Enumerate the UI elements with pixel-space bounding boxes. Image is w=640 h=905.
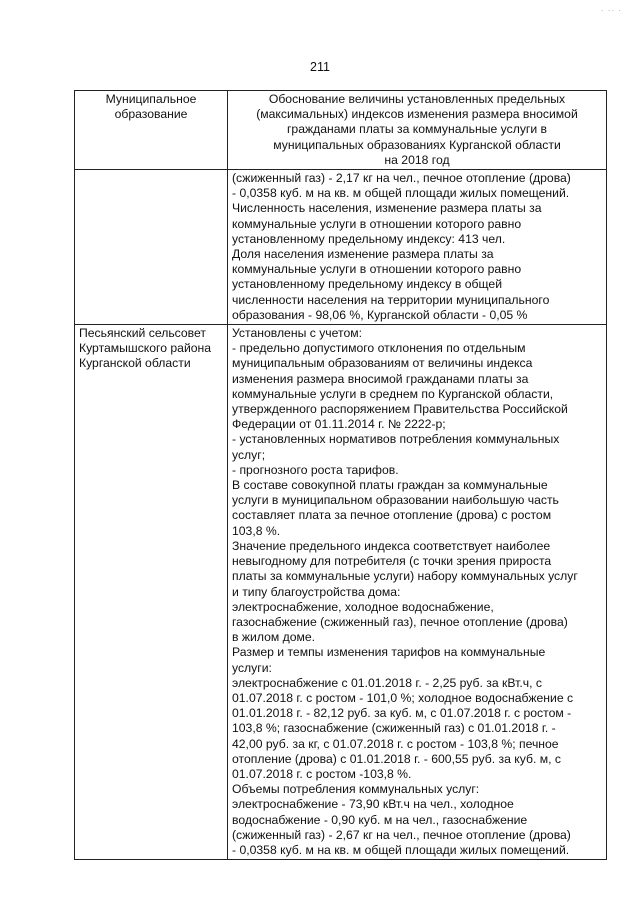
text-line: - установленных нормативов потребления коммунальных	[232, 432, 560, 447]
text-line: - 0,0358 куб. м на кв. м общей площади жилых помещений.	[232, 186, 570, 201]
page-number: 211	[310, 60, 330, 74]
municipality-cell	[75, 170, 228, 325]
text-line: Федерации от 01.11.2014 г. № 2222-р;	[232, 417, 446, 432]
text-line: Установлены с учетом:	[232, 326, 362, 341]
text-line: электроснабжение, холодное водоснабжение,	[232, 599, 494, 614]
text-line: (сжиженный газ) - 2,67 кг на чел., печное отопление (дрова)	[232, 827, 571, 842]
header-line: гражданами платы за коммунальные услуги в	[286, 122, 548, 137]
text-line: - 0,0358 куб. м на кв. м общей площади жилых помещений.	[232, 842, 570, 857]
table-header-row	[75, 91, 607, 170]
text-line: установленному предельному индексу в общей	[232, 277, 503, 292]
text-line: услуги:	[232, 660, 272, 675]
text-line: установленному предельному индексу: 413 чел.	[232, 231, 506, 246]
header-line: на 2018 год	[384, 152, 450, 167]
text-line: услуги в муниципальном образовании наибольшую часть	[232, 493, 559, 508]
text-line: электроснабжение - 73,90 кВт.ч на чел., холодное	[232, 797, 514, 812]
text-line: Численность населения, изменение размера платы за	[232, 201, 542, 216]
text-line: услуг;	[232, 447, 266, 462]
text-line: невыгодному для потребителя (с точки зрения прироста	[232, 554, 552, 569]
text-line: коммунальные услуги в отношении которого равно	[232, 262, 522, 277]
text-line: коммунальные услуги в среднем по Курганской области,	[232, 386, 554, 401]
table-row	[75, 325, 607, 860]
municipality-line: Курганской области	[79, 356, 191, 371]
justification-cell	[228, 325, 607, 860]
text-line: и типу благоустройства дома:	[232, 584, 401, 599]
text-line: коммунальные услуги в отношении которого равно	[232, 216, 522, 231]
header-justification	[228, 91, 607, 170]
header-line: Обоснование величины установленных предельных	[268, 92, 566, 106]
text-line: изменения размера вносимой гражданами платы за	[232, 371, 529, 386]
text-line: утвержденного распоряжением Правительства Российской	[232, 402, 568, 417]
text-line: Размер и темпы изменения тарифов на коммунальные	[232, 645, 546, 660]
text-line: - прогнозного роста тарифов.	[232, 462, 399, 477]
text-line: (сжиженный газ) - 2,17 кг на чел., печное отопление (дрова)	[232, 171, 571, 186]
header-line: Муниципальное	[105, 92, 197, 106]
text-line: 01.01.2018 г. - 82,12 руб. за куб. м, с 01.07.2018 г. с ростом -	[232, 706, 572, 721]
text-line: Объемы потребления коммунальных услуг:	[232, 782, 480, 797]
text-line: составляет плата за печное отопление (дрова) с ростом	[232, 508, 552, 523]
text-line: в жилом доме.	[232, 630, 316, 645]
text-line: Доля населения изменение размера платы за	[232, 247, 494, 262]
corner-mark: · ·· ·	[600, 6, 622, 15]
text-line: 01.07.2018 г. с ростом - 101,0 %; холодное водоснабжение с	[232, 690, 574, 705]
text-line: В составе совокупной платы граждан за коммунальные	[232, 478, 548, 493]
text-line: 42,00 руб. за кг, с 01.07.2018 г. с ростом - 103,8 %; печное	[232, 736, 559, 751]
municipality-line: Песьянский сельсовет	[79, 326, 206, 341]
text-line: численности населения на территории муниципального	[232, 292, 550, 307]
text-line: платы за коммунальные услуги) набору коммунальных услуг	[232, 569, 578, 584]
table-row	[75, 170, 607, 325]
justification-table	[74, 90, 607, 860]
text-line: 103,8 %; газоснабжение (сжиженный газ) с 01.01.2018 г. -	[232, 721, 556, 736]
text-line: муниципальным образованиям от величины индекса	[232, 356, 533, 371]
text-line: 01.07.2018 г. с ростом -103,8 %.	[232, 766, 412, 781]
header-line: образование	[114, 107, 188, 122]
municipality-line: Куртамышского района	[79, 341, 212, 356]
text-line: Значение предельного индекса соответствует наиболее	[232, 538, 551, 553]
text-line: электроснабжение с 01.01.2018 г. - 2,25 руб. за кВт.ч, с	[232, 675, 542, 690]
justification-cell	[228, 170, 607, 325]
text-line: 103,8 %.	[232, 523, 281, 538]
header-municipality	[75, 91, 228, 170]
text-line: образования - 98,06 %, Курганской области - 0,05 %	[232, 307, 528, 322]
text-line: - предельно допустимого отклонения по отдельным	[232, 341, 526, 356]
header-line: (максимальных) индексов изменения размера вносимой	[256, 107, 578, 122]
municipality-cell	[75, 325, 228, 860]
text-line: водоснабжение - 0,90 куб. м на чел., газоснабжение	[232, 812, 528, 827]
text-line: газоснабжение (сжиженный газ), печное отопление (дрова)	[232, 614, 568, 629]
header-line: муниципальных образованиях Курганской области	[273, 137, 561, 152]
text-line: отопление (дрова) с 01.01.2018 г. - 600,55 руб. за куб. м, с	[232, 751, 561, 766]
